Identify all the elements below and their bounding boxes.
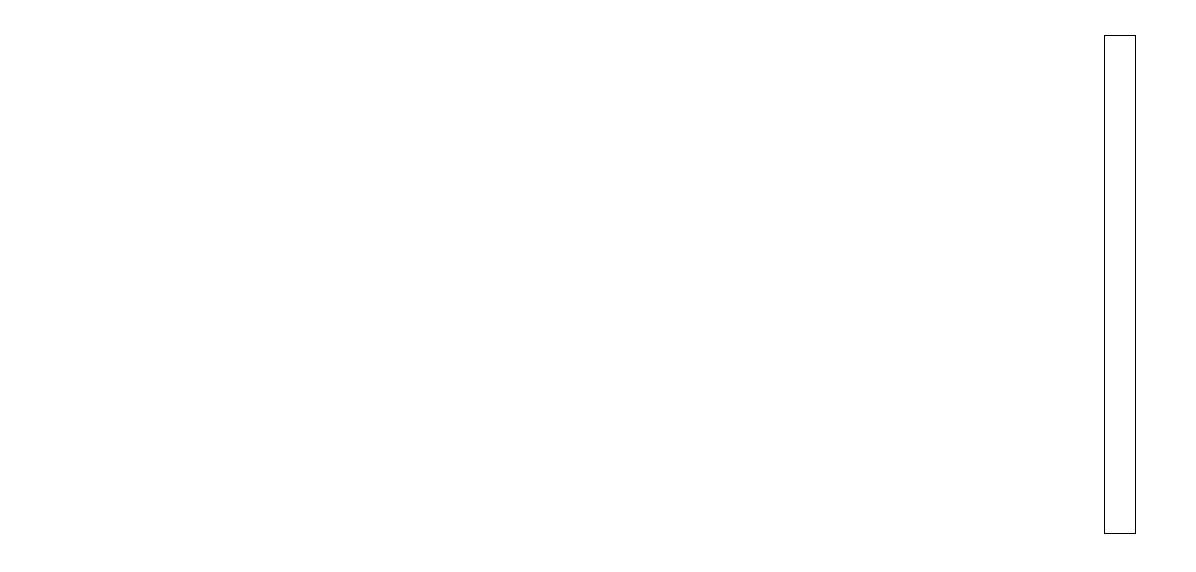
colorbar (1104, 35, 1136, 534)
